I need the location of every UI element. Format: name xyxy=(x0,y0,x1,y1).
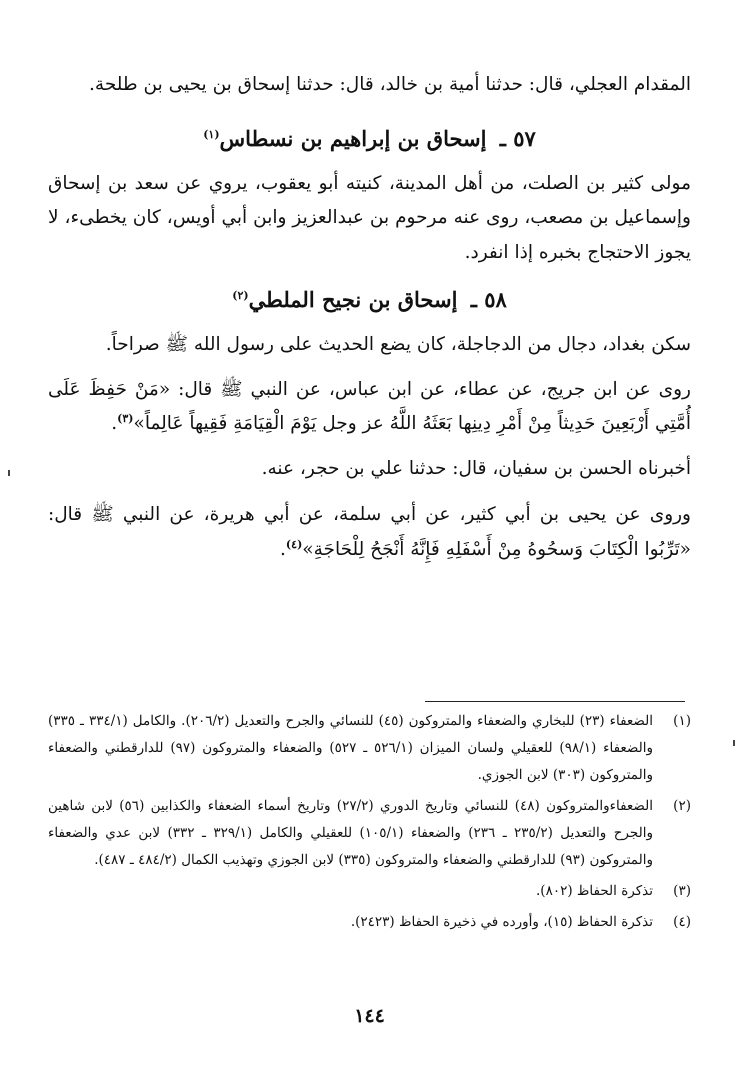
footnote-2-text: الضعفاءوالمتروكون (٤٨) للنسائي وتاريخ الدوري (٢٧/٢) وتاريخ أسماء الضعفاء والكذابين (٥٦) لابن شاهين والجرح والتعديل (٢٣٥/٢ ـ ٢٣٦) والضعفاء (١٠٥/١) للعقيلي والكامل (٣٢٩/١ ـ ٣٣٢) لابن عدي والضعفاء والمتروكون (٩٣) للدارقطني والضعفاء والمتروكون (٣٣٥) لابن الجوزي وتهذيب الكمال (٤٨٤/٢ ـ ٤٨٧). xyxy=(48,798,653,868)
footnote-4-text: تذكرة الحفاظ (١٥)، وأورده في ذخيرة الحفاظ (٢٤٢٣). xyxy=(350,914,653,930)
footnotes-section xyxy=(48,708,691,940)
footnote-separator xyxy=(425,701,685,702)
footnote-1-number: (١) xyxy=(673,713,691,729)
hadith-1-isnad: روى عن ابن جريج، عن عطاء، عن ابن عباس، عن النبي ﷺ قال: xyxy=(178,378,691,400)
entry-58-paragraph-3: أخبرناه الحسن بن سفيان، قال: حدثنا علي بن حجر، عنه. xyxy=(261,457,691,479)
entry-57-number: ٥٧ ـ xyxy=(499,125,536,151)
entry-58-paragraph-1: سكن بغداد، دجال من الدجاجلة، كان يضع الحديث على رسول الله ﷺ صراحاً. xyxy=(105,334,691,355)
entry-57-paragraph: مولى كثير بن الصلت، من أهل المدينة، كنيته أبو يعقوب، يروي عن سعد بن إسحاق وإسماعيل بن مصعب، روى عنه مرحوم بن عبدالعزيز وابن أبي أويس، كان يخطىء، لا يجوز الاحتجاج بخبره إذا انفرد. xyxy=(48,172,691,263)
footnote-3 xyxy=(48,878,691,905)
entry-57-heading xyxy=(48,123,691,155)
footnote-4-number: (٤) xyxy=(673,914,691,930)
hadith-2-isnad: وروى عن يحيى بن أبي كثير، عن أبي سلمة، عن أبي هريرة، عن النبي ﷺ قال: xyxy=(48,504,691,525)
margin-mark-right xyxy=(733,740,735,746)
hadith-2-text: «تَرِّبُوا الْكِتَابَ وَسحُوهُ مِنْ أَسْفَلِهِ فَإِنَّهُ أَنْجَحُ لِلْحَاجَةِ» xyxy=(302,538,691,560)
footnote-2-number: (٢) xyxy=(673,798,691,814)
entry-58-heading xyxy=(48,284,691,316)
hadith-2-footnote-ref[interactable]: (٤) xyxy=(285,537,303,551)
entry-57-name: إسحاق بن إبراهيم بن نسطاس xyxy=(219,125,487,151)
entry-58-paragraph-4: وروى عن يحيى بن أبي كثير، عن أبي سلمة، عن أبي هريرة، عن النبي ﷺ قال: «تَرِّبُوا الْكِتَابَ وَسحُوهُ مِنْ أَسْفَلِهِ فَإِنَّهُ أَنْجَحُ لِلْحَاجَةِ»$^{(٤)}$. xyxy=(48,504,691,560)
entry-57-footnote-ref[interactable]: (١) xyxy=(203,127,220,141)
entry-58-paragraph-2: روى عن ابن جريج، عن عطاء، عن ابن عباس، عن النبي ﷺ قال: «مَنْ حَفِظَ عَلَى أُمَّتِي أَرْبَعِينَ حَدِيثاً مِنْ أَمْرِ دِينِها بَعَثَهُ اللَّهُ عز وجل يَوْمَ الْقِيَامَةِ فَقِيهاً عَالِماً»$^{(٣)}$. xyxy=(48,378,691,434)
page-number: ١٤٤ xyxy=(354,1005,385,1027)
entry-58-footnote-ref[interactable]: (٢) xyxy=(232,289,249,302)
margin-mark-left xyxy=(8,470,10,476)
intro-paragraph: المقدام العجلي، قال: حدثنا أمية بن خالد، قال: حدثنا إسحاق بن يحيى بن طلحة. xyxy=(89,74,691,95)
hadith-1-text: «مَنْ حَفِظَ عَلَى أُمَّتِي أَرْبَعِينَ حَدِيثاً مِنْ أَمْرِ دِينِها بَعَثَهُ اللَّهُ عز وجل يَوْمَ الْقِيَامَةِ فَقِيهاً عَالِماً» xyxy=(48,378,691,434)
footnote-3-text: تذكرة الحفاظ (٨٠٢). xyxy=(536,883,653,899)
entry-58-number: ٥٨ ـ xyxy=(470,287,507,312)
footnote-4 xyxy=(48,909,691,936)
footnote-3-number: (٣) xyxy=(673,883,691,899)
entry-58-name: إسحاق بن نجيح الملطي xyxy=(248,287,458,312)
hadith-1-footnote-ref[interactable]: (٣) xyxy=(117,411,134,425)
footnote-2 xyxy=(48,793,691,874)
footnote-1 xyxy=(48,708,691,789)
footnote-1-text: الضعفاء (٢٣) للبخاري والضعفاء والمتروكون (٤٥) للنسائي والجرح والتعديل (٢٠٦/٢). والكامل (٣٣٤/١ ـ ٣٣٥) والضعفاء (٩٨/١) للعقيلي ولسان الميزان (٥٢٦/١ ـ ٥٢٧) والضعفاء والمتروكون (٩٧) للدارقطني والضعفاء والمتروكون (٣٠٣) لابن الجوزي. xyxy=(48,713,654,783)
